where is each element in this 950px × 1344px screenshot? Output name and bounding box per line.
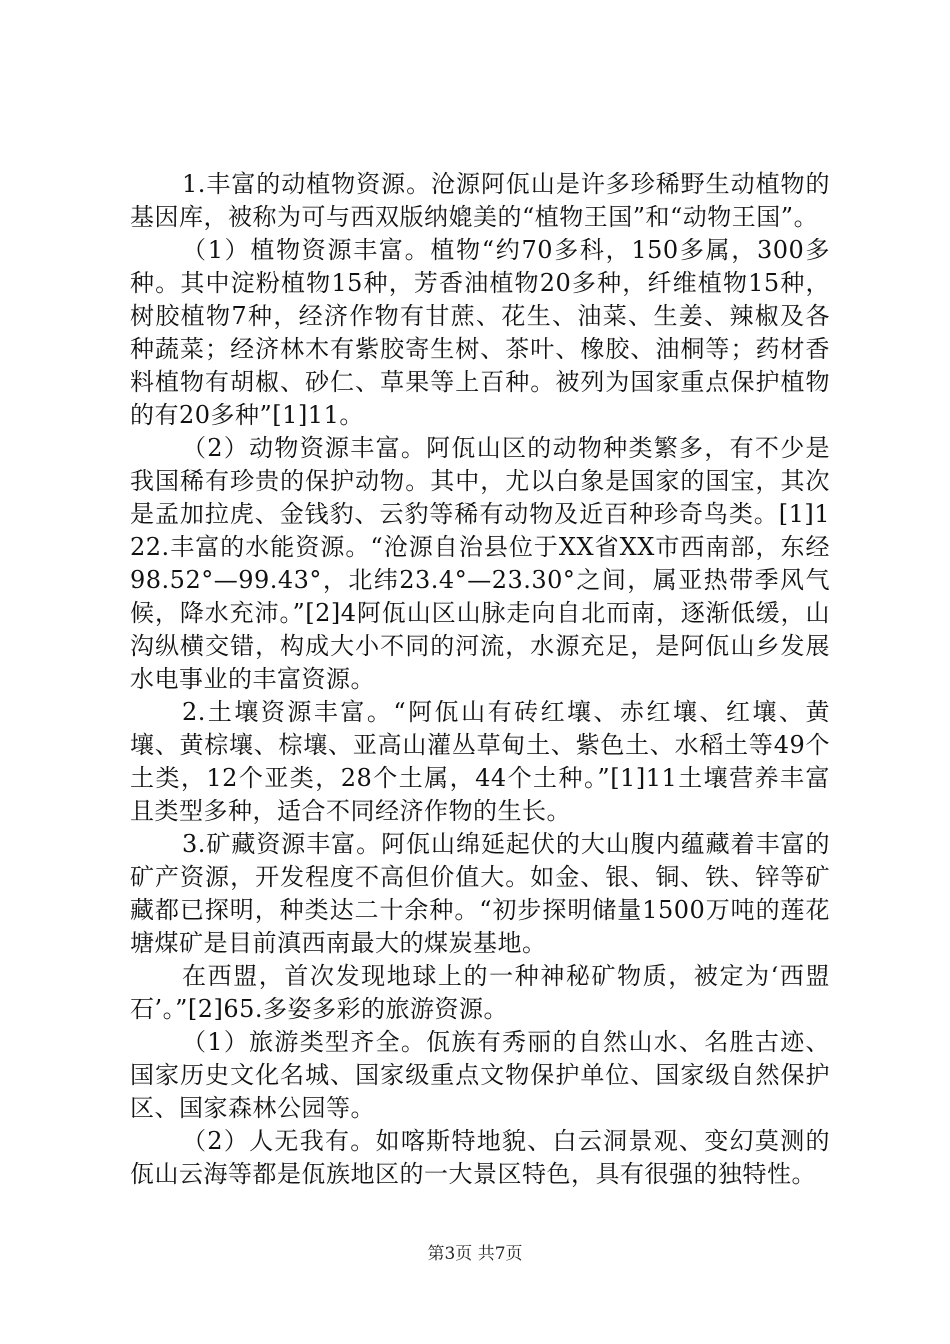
paragraph-flora-fauna: 1.丰富的动植物资源。沧源阿佤山是许多珍稀野生动植物的基因库，被称为可与西双版纳媲美的“植物王国”和“动物王国”。 bbox=[130, 170, 830, 231]
paragraph-tourism-types: （1）旅游类型齐全。佤族有秀丽的自然山水、名胜古迹、国家历史文化名城、国家级重点文物保护单位、国家级自然保护区、国家森林公园等。 bbox=[130, 1028, 830, 1122]
page-footer: 第3页 共7页 bbox=[427, 1244, 523, 1264]
paragraph-ximeng-stone: 在西盟，首次发现地球上的一种神秘矿物质，被定为‘西盟石’。”[2]65.多姿多彩的旅游资源。 bbox=[130, 962, 830, 1023]
body-text bbox=[130, 168, 830, 1191]
paragraph-animal-water-resources: （2）动物资源丰富。阿佤山区的动物种类繁多，有不少是我国稀有珍贵的保护动物。其中，尤以白象是国家的国宝，其次是孟加拉虎、金钱豹、云豹等稀有动物及近百种珍奇鸟类。[1]122.丰富的水能资源。“沧源自治县位于XX省XX市西南部，东经98.52°—99.43°，北纬23.4°—23.30°之间，属亚热带季风气候，降水充沛。”[2]4阿佤山区山脉走向自北而南，逐渐低缓，山沟纵横交错，构成大小不同的河流，水源充足，是阿佤山乡发展水电事业的丰富资源。 bbox=[130, 434, 830, 693]
paragraph-tourism-unique: （2）人无我有。如喀斯特地貌、白云洞景观、变幻莫测的佤山云海等都是佤族地区的一大景区特色，具有很强的独特性。 bbox=[130, 1127, 830, 1188]
paragraph-plant-resources: （1）植物资源丰富。植物“约70多科，150多属，300多种。其中淀粉植物15种，芳香油植物20多种，纤维植物15种，树胶植物7种，经济作物有甘蔗、花生、油菜、生姜、辣椒及各种蔬菜；经济林木有紫胶寄生树、茶叶、橡胶、油桐等；药材香料植物有胡椒、砂仁、草果等上百种。被列为国家重点保护植物的有20多种”[1]11。 bbox=[130, 236, 830, 429]
paragraph-mineral-resources: 3.矿藏资源丰富。阿佤山绵延起伏的大山腹内蕴藏着丰富的矿产资源，开发程度不高但价值大。如金、银、铜、铁、锌等矿藏都已探明，种类达二十余种。“初步探明储量1500万吨的莲花塘煤矿是目前滇西南最大的煤炭基地。 bbox=[130, 830, 830, 957]
paragraph-soil-resources: 2.土壤资源丰富。“阿佤山有砖红壤、赤红壤、红壤、黄壤、黄棕壤、棕壤、亚高山灌丛草甸土、紫色土、水稻土等49个土类，12个亚类，28个土属，44个土种。”[1]11土壤营养丰富且类型多种，适合不同经济作物的生长。 bbox=[130, 698, 830, 825]
